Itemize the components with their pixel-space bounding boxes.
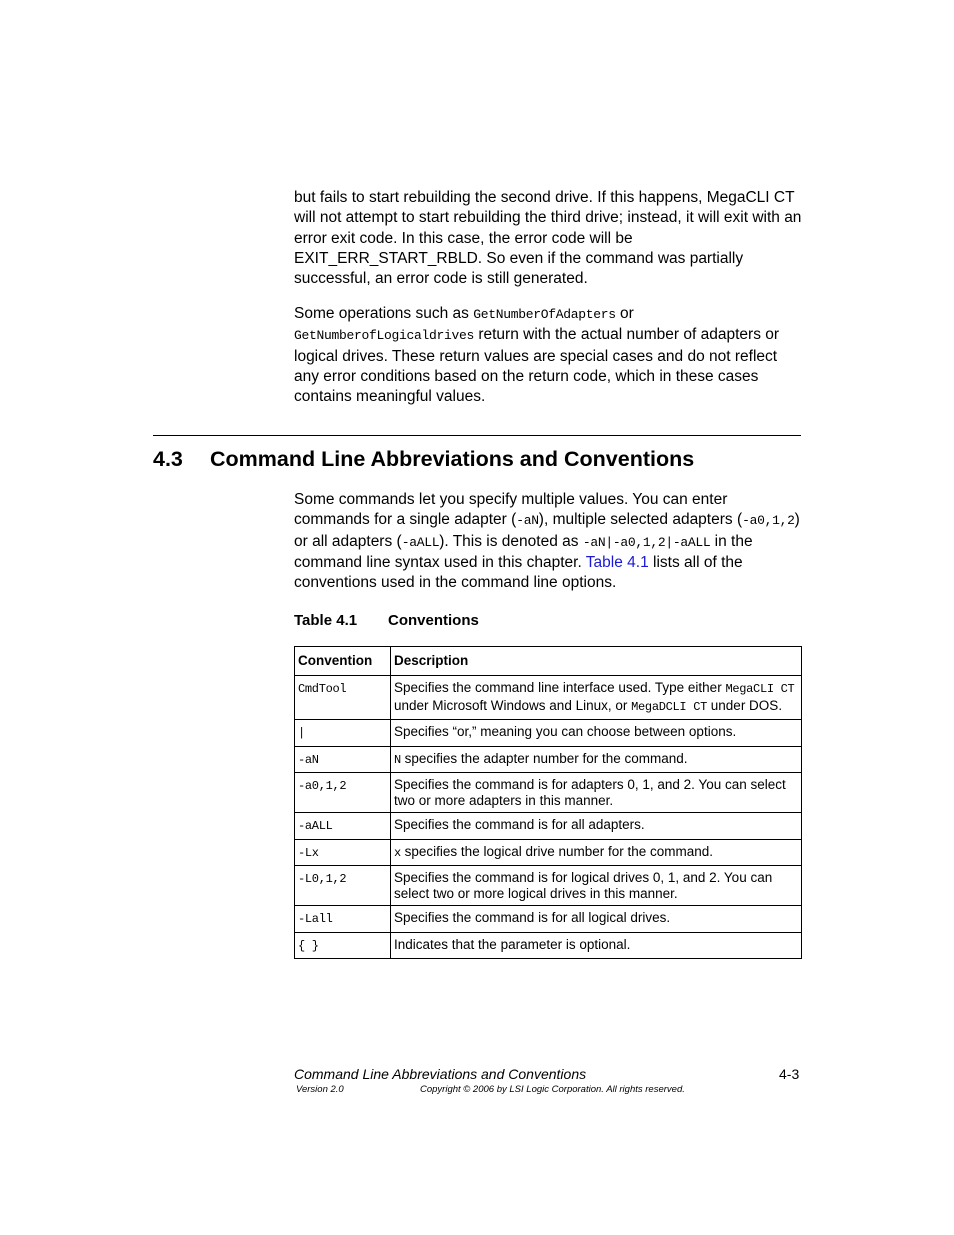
text: in the command line syntax used in this chapter.	[294, 532, 753, 571]
description-cell: Indicates that the parameter is optional.	[391, 932, 802, 959]
text: lists all of the conventions used in the command line options.	[294, 553, 743, 592]
convention-cell	[295, 773, 391, 813]
table-row	[295, 866, 802, 906]
intro-paragraph-2	[294, 304, 804, 407]
text: specifies the adapter number for the command.	[400, 750, 688, 766]
text: ), multiple selected adapters (	[538, 511, 743, 529]
code-single-adapter: -aN	[516, 513, 539, 529]
description-cell	[391, 839, 802, 866]
code-all-adapters: -aALL	[401, 534, 440, 550]
table-row	[295, 773, 802, 813]
text: ). This is denoted as	[439, 532, 583, 550]
table-row	[295, 839, 802, 866]
convention-cell	[295, 720, 391, 747]
table-row	[295, 720, 802, 747]
convention-cell	[295, 676, 391, 720]
convention-cell	[295, 839, 391, 866]
text: under DOS.	[707, 697, 783, 713]
section-heading	[153, 447, 694, 472]
convention-cell	[295, 746, 391, 773]
convention-code: -L0,1,2	[298, 872, 347, 886]
table-row	[295, 906, 802, 933]
table-caption-title: Conventions	[388, 612, 479, 629]
table-header-row	[295, 647, 802, 676]
convention-code: { }	[298, 938, 319, 953]
section-number: 4.3	[153, 447, 183, 471]
description-cell: Specifies “or,” meaning you can choose between options.	[391, 720, 802, 747]
footer-copyright: Copyright © 2006 by LSI Logic Corporation. All rights reserved.	[420, 1084, 685, 1095]
convention-cell	[295, 932, 391, 959]
text: specifies the logical drive number for the command.	[400, 843, 714, 859]
convention-code: -Lall	[298, 912, 333, 926]
code-megacli: MegaCLI CT	[725, 682, 795, 696]
text: Specifies the command line interface used. Type either	[394, 680, 726, 695]
text: return with the actual number of adapters or logical drives. These return values are special cases and do not reflect any error conditions based on the return code, which in these cases contains meaningful values.	[294, 326, 780, 406]
table-row	[295, 813, 802, 840]
description-cell: Specifies the command is for all logical drives.	[391, 906, 802, 933]
section-title: Command Line Abbreviations and Conventions	[210, 447, 695, 471]
description-cell: Specifies the command is for all adapters.	[391, 813, 802, 840]
footer-version: Version 2.0	[296, 1084, 344, 1095]
intro-paragraph-1: but fails to start rebuilding the second drive. If this happens, MegaCLI CT will not attempt to start rebuilding the third drive; instead, it will exit with an error exit code. In this case, the error code will be EXIT_ERR_START_RBLD. So even if the command was partially successful, an error code is still generated.	[294, 189, 802, 288]
convention-cell	[295, 813, 391, 840]
code-x: x	[394, 845, 401, 860]
convention-code: CmdTool	[298, 682, 347, 696]
text: ) or all adapters (	[294, 511, 800, 550]
convention-code: |	[298, 726, 305, 740]
code-get-number-of-adapters: GetNumberOfAdapters	[473, 307, 616, 322]
description-cell: Specifies the command is for logical drives 0, 1, and 2. You can select two or more logical drives in this manner.	[391, 866, 802, 906]
conventions-table	[294, 646, 802, 959]
section-divider	[153, 435, 801, 436]
code-multiple-adapters: -a0,1,2	[742, 513, 795, 529]
code-megadcli: MegaDCLI CT	[631, 699, 708, 714]
convention-cell	[295, 906, 391, 933]
section-paragraph	[294, 490, 804, 593]
text: Some commands let you specify multiple values. You can enter commands for a single adapter (	[294, 491, 728, 529]
convention-code: -aN	[298, 752, 319, 767]
convention-code: -Lx	[298, 845, 319, 860]
table-row	[295, 932, 802, 959]
table-row	[295, 676, 802, 720]
table-row	[295, 746, 802, 773]
text: under Microsoft Windows and Linux, or	[394, 697, 632, 713]
code-n: N	[394, 752, 401, 767]
header-convention: Convention	[295, 647, 391, 676]
description-cell	[391, 746, 802, 773]
table-caption-number: Table 4.1	[294, 612, 358, 629]
footer-page-number: 4-3	[779, 1066, 800, 1082]
table-caption	[294, 612, 479, 629]
table-link[interactable]: Table 4.1	[585, 553, 649, 571]
description-cell	[391, 676, 802, 720]
footer-title: Command Line Abbreviations and Conventions	[294, 1066, 587, 1082]
convention-cell	[295, 866, 391, 906]
text: Some operations such as	[294, 305, 474, 322]
text: or	[615, 305, 634, 322]
description-cell: Specifies the command is for adapters 0, 1, and 2. You can select two or more adapters in this manner.	[391, 773, 802, 813]
code-syntax: -aN|-a0,1,2|-aALL	[582, 534, 711, 550]
header-description: Description	[391, 647, 802, 676]
convention-code: -aALL	[298, 819, 333, 833]
code-get-number-of-logical-drives: GetNumberofLogicaldrives	[294, 328, 475, 344]
convention-code: -a0,1,2	[298, 779, 347, 793]
